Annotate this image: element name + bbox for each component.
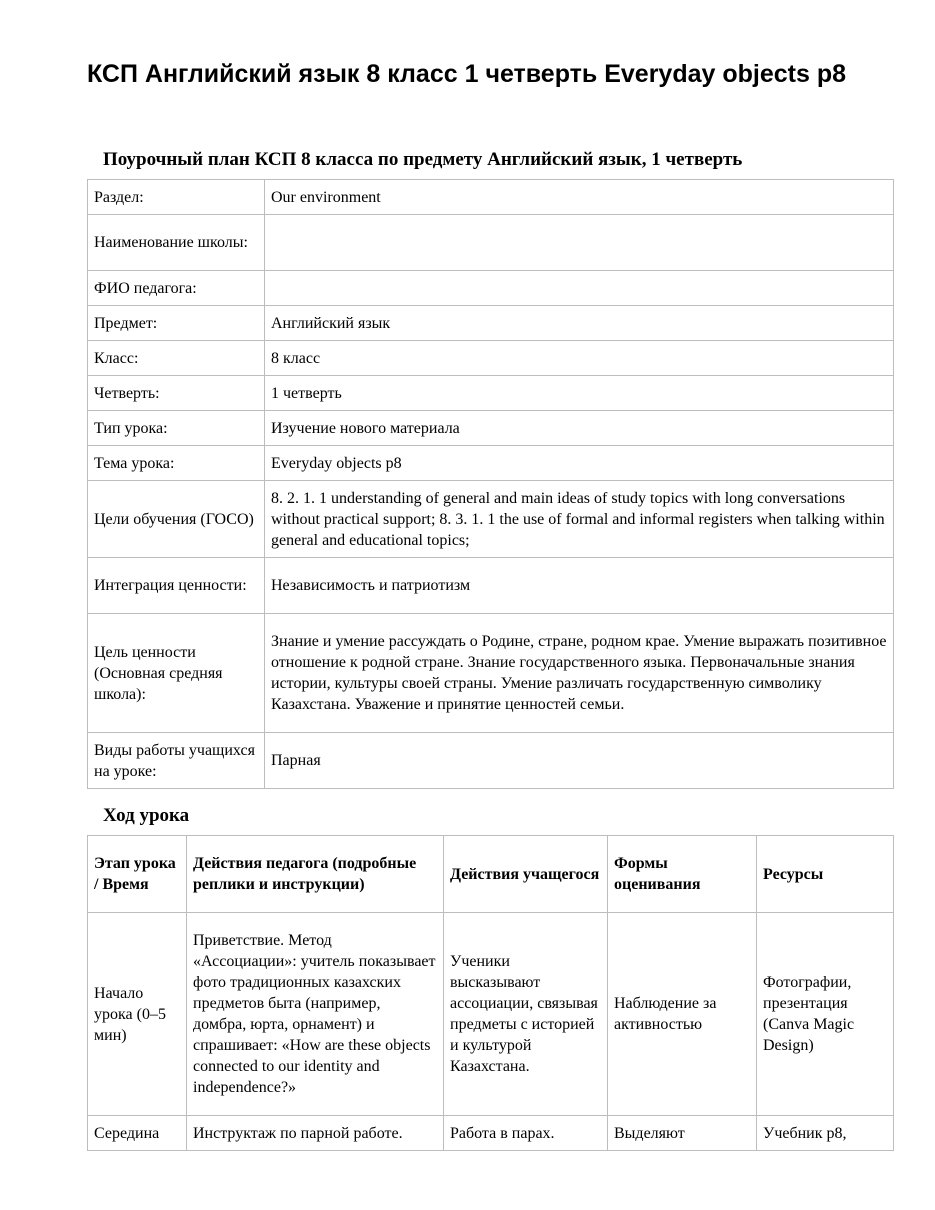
row-value: [265, 271, 894, 306]
cell-resources: Фотографии, презентация (Canva Magic Design): [757, 913, 894, 1116]
table-header-row: [88, 836, 894, 913]
row-value: Everyday objects p8: [265, 446, 894, 481]
table-row: [88, 733, 894, 789]
table-row: [88, 411, 894, 446]
header-stage: Этап урока / Время: [88, 836, 187, 913]
row-value: Английский язык: [265, 306, 894, 341]
row-value: Изучение нового материала: [265, 411, 894, 446]
header-student-actions: Действия учащегося: [444, 836, 608, 913]
table-row: [88, 614, 894, 733]
row-label: Цели обучения (ГОСО): [88, 481, 265, 558]
row-label: Предмет:: [88, 306, 265, 341]
row-value: Знание и умение рассуждать о Родине, стране, родном крае. Умение выражать позитивное отношение к родной стране. Знание государственного языка. Первоначальные знания истории, культуры своей страны. Умение различать государственную символику Казахстана. Уважение и принятие ценностей семьи.: [265, 614, 894, 733]
row-value: 8 класс: [265, 341, 894, 376]
row-value: 1 четверть: [265, 376, 894, 411]
row-label: Раздел:: [88, 180, 265, 215]
table-row: [88, 180, 894, 215]
row-label: Тема урока:: [88, 446, 265, 481]
page-title: КСП Английский язык 8 класс 1 четверть Everyday objects p8: [87, 60, 846, 88]
cell-stage: Начало урока (0–5 мин): [88, 913, 187, 1116]
cell-assessment: Наблюдение за активностью: [608, 913, 757, 1116]
table-row: [88, 558, 894, 614]
cell-stage: Середина: [88, 1116, 187, 1151]
cell-student-actions: Работа в парах.: [444, 1116, 608, 1151]
header-teacher-actions: Действия педагога (подробные реплики и инструкции): [187, 836, 444, 913]
row-value: Независимость и патриотизм: [265, 558, 894, 614]
row-label: Наименование школы:: [88, 215, 265, 271]
table-row: [88, 341, 894, 376]
row-value: Парная: [265, 733, 894, 789]
row-value: 8. 2. 1. 1 understanding of general and main ideas of study topics with long conversations without practical support; 8. 3. 1. 1 the use of formal and informal registers when talking within general and educational topics;: [265, 481, 894, 558]
table-row: [88, 913, 894, 1116]
cell-resources: Учебник p8,: [757, 1116, 894, 1151]
table-row: [88, 1116, 894, 1151]
row-label: Цель ценности (Основная средняя школа):: [88, 614, 265, 733]
table-row: [88, 215, 894, 271]
table-row: [88, 481, 894, 558]
table-row: [88, 446, 894, 481]
info-table: [87, 179, 894, 789]
lesson-heading: Ход урока: [103, 805, 190, 826]
row-label: Тип урока:: [88, 411, 265, 446]
table-row: [88, 306, 894, 341]
table-row: [88, 271, 894, 306]
cell-teacher-actions: Инструктаж по парной работе.: [187, 1116, 444, 1151]
header-assessment: Формы оценивания: [608, 836, 757, 913]
header-resources: Ресурсы: [757, 836, 894, 913]
row-label: Четверть:: [88, 376, 265, 411]
row-label: Интеграция ценности:: [88, 558, 265, 614]
row-value: Our environment: [265, 180, 894, 215]
table-row: [88, 376, 894, 411]
plan-heading: Поурочный план КСП 8 класса по предмету Английский язык, 1 четверть: [103, 149, 743, 170]
row-label: Виды работы учащихся на уроке:: [88, 733, 265, 789]
cell-teacher-actions: Приветствие. Метод «Ассоциации»: учитель показывает фото традиционных казахских предметов быта (например, домбра, юрта, орнамент) и спрашивает: «How are these objects connected to our identity and independence?»: [187, 913, 444, 1116]
cell-assessment: Выделяют: [608, 1116, 757, 1151]
row-label: ФИО педагога:: [88, 271, 265, 306]
lesson-table: [87, 835, 894, 1151]
row-label: Класс:: [88, 341, 265, 376]
row-value: [265, 215, 894, 271]
cell-student-actions: Ученики высказывают ассоциации, связывая предметы с историей и культурой Казахстана.: [444, 913, 608, 1116]
